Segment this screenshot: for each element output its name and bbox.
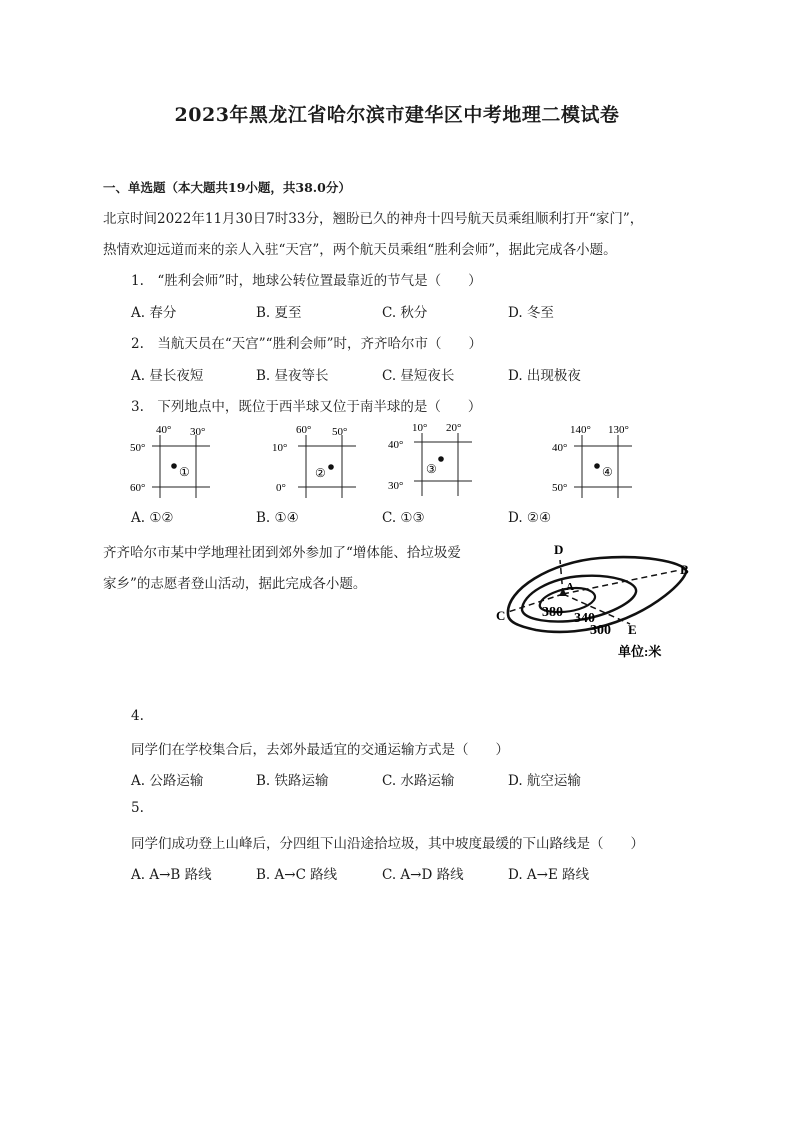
point-e-label: E [628, 622, 637, 637]
question-1-option-d[interactable]: D. 冬至 [508, 305, 554, 321]
grid-2-left-bottom-label: 0° [276, 482, 286, 494]
grid-2-point [328, 464, 334, 470]
lat-long-grid-2 [270, 420, 370, 500]
question-4-stem: 同学们在学校集合后，去郊外最适宜的交通运输方式是（ ） [131, 742, 509, 758]
map-unit-label: 单位:米 [618, 644, 662, 659]
grid-3-top-right-label: 20° [446, 422, 462, 434]
question-4-option-a[interactable]: A. 公路运输 [131, 773, 204, 789]
question-5-option-a[interactable]: A. A→B 路线 [131, 867, 212, 883]
grid-4-left-bottom-label: 50° [552, 482, 568, 494]
grid-1-top-right-label: 30° [190, 426, 206, 438]
intro2-line-2: 家乡”的志愿者登山活动，据此完成各小题。 [103, 576, 367, 592]
grid-4-point [594, 463, 600, 469]
grid-3-point [438, 456, 444, 462]
question-4-option-d[interactable]: D. 航空运输 [508, 773, 581, 789]
grid-2-top-right-label: 50° [332, 426, 348, 438]
section-heading: 一、单选题（本大题共19小题，共38.0分） [103, 180, 351, 195]
grid-1-point [171, 463, 177, 469]
question-2-option-c[interactable]: C. 昼短夜长 [382, 368, 455, 384]
point-d-label: D [554, 542, 564, 557]
question-4-option-c[interactable]: C. 水路运输 [382, 773, 455, 789]
question-2-option-a[interactable]: A. 昼长夜短 [131, 368, 204, 384]
question-5-option-c[interactable]: C. A→D 路线 [382, 867, 464, 883]
question-2-option-d[interactable]: D. 出现极夜 [508, 368, 581, 384]
question-2-stem: 2. 当航天员在“天宫”“胜利会师”时，齐齐哈尔市（ ） [131, 336, 482, 352]
question-3-option-a[interactable]: A. ①② [131, 510, 174, 526]
contour-line-300 [508, 557, 686, 632]
contour-label-300: 300 [590, 623, 611, 638]
question-3-option-d[interactable]: D. ②④ [508, 510, 552, 526]
grid-3-left-bottom-label: 30° [388, 480, 404, 492]
grid-2-point-label: ② [315, 466, 326, 480]
route-a-to-b [563, 570, 680, 594]
question-1-stem: 1. “胜利会师”时，地球公转位置最靠近的节气是（ ） [131, 273, 482, 289]
question-2-option-b[interactable]: B. 昼夜等长 [256, 368, 329, 384]
grid-3-point-label: ③ [426, 462, 437, 476]
contour-label-340: 340 [574, 611, 595, 626]
page-title: 2023年黑龙江省哈尔滨市建华区中考地理二模试卷 [174, 104, 620, 126]
grid-2-top-left-label: 60° [296, 424, 312, 436]
grid-1-point-label: ① [179, 465, 190, 479]
question-4-number: 4. [131, 708, 144, 724]
grid-4-top-left-label: 140° [570, 424, 591, 436]
grid-2-left-top-label: 10° [272, 442, 288, 454]
lat-long-grid-4 [548, 420, 648, 500]
question-1-option-c[interactable]: C. 秋分 [382, 305, 428, 321]
grid-3-top-left-label: 10° [412, 422, 428, 434]
grid-4-top-right-label: 130° [608, 424, 629, 436]
grid-1-top-left-label: 40° [156, 424, 172, 436]
question-4-option-b[interactable]: B. 铁路运输 [256, 773, 329, 789]
question-1-option-a[interactable]: A. 春分 [131, 305, 177, 321]
contour-label-380: 380 [542, 605, 563, 620]
point-b-label: B [680, 562, 689, 577]
point-a-label: A [566, 581, 574, 593]
question-3-option-c[interactable]: C. ①③ [382, 510, 425, 526]
question-3-stem: 3. 下列地点中，既位于西半球又位于南半球的是（ ） [131, 399, 482, 415]
question-1-option-b[interactable]: B. 夏至 [256, 305, 302, 321]
question-5-stem: 同学们成功登上山峰后，分四组下山沿途拾垃圾，其中坡度最缓的下山路线是（ ） [131, 836, 644, 852]
question-5-option-d[interactable]: D. A→E 路线 [508, 867, 590, 883]
grid-4-point-label: ④ [602, 465, 613, 479]
question-3-option-b[interactable]: B. ①④ [256, 510, 299, 526]
question-5-option-b[interactable]: B. A→C 路线 [256, 867, 338, 883]
intro-paragraph-line-1: 北京时间2022年11月30日7时33分，翘盼已久的神舟十四号航天员乘组顺利打开“家门”， [103, 211, 644, 227]
grid-1-left-bottom-label: 60° [130, 482, 146, 494]
intro2-line-1: 齐齐哈尔市某中学地理社团到郊外参加了“增体能、拾垃圾爱 [103, 545, 461, 561]
question-5-number: 5. [131, 800, 144, 816]
grid-3-left-top-label: 40° [388, 439, 404, 451]
intro-paragraph-line-2: 热情欢迎远道而来的亲人入驻“天宫”，两个航天员乘组“胜利会师”，据此完成各小题。 [103, 242, 617, 258]
contour-map [490, 538, 700, 668]
lat-long-grid-1 [128, 420, 228, 500]
grid-1-left-top-label: 50° [130, 442, 146, 454]
lat-long-grid-3 [386, 418, 486, 498]
grid-4-left-top-label: 40° [552, 442, 568, 454]
point-c-label: C [496, 608, 506, 623]
